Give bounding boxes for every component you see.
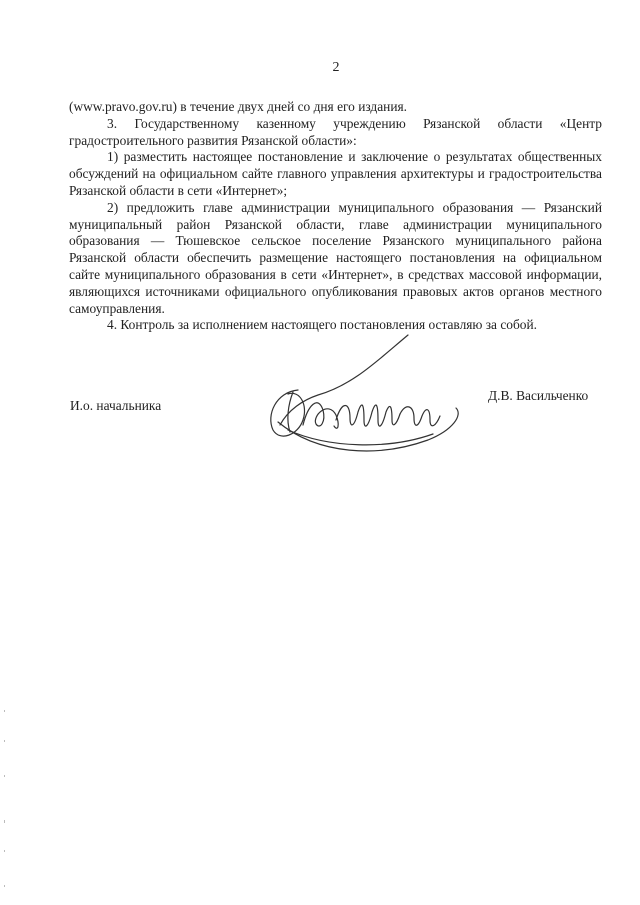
page-number: 2 xyxy=(332,60,340,75)
scan-edge-marks xyxy=(2,700,8,900)
paragraph-item-3: 3. Государственному казенному учреждению Рязанской области «Центр градостроительного развития Рязанской области»: xyxy=(69,115,602,148)
signatory-name: Д.В. Васильченко xyxy=(488,388,589,403)
handwritten-signature xyxy=(258,330,478,460)
paragraph-item-4: 4. Контроль за исполнением настоящего постановления оставляю за собой. xyxy=(107,317,538,333)
paragraph-continuation: (www.pravo.gov.ru) в течение двух дней со дня его издания. xyxy=(69,99,408,114)
signatory-position: И.о. начальника xyxy=(70,398,162,413)
paragraph-subitem-2: 2) предложить главе администрации муниципального образования — Рязанский муниципальный район Рязанской области, главе администрации муниципального образования — Тюшевское сельское поселение Рязанского муниципального района Рязанской области обеспечить размещение настоящего постановления на официальном сайте муниципального образования в сети «Интернет», в средствах массовой информации, являющихся источниками официального опубликования правовых актов органов местного самоуправления. xyxy=(69,199,602,316)
paragraph-subitem-1: 1) разместить настоящее постановление и заключение о результатах общественных обсуждений на официальном сайте главного управления архитектуры и градостроительства Рязанской области в сети «Интернет»; xyxy=(69,149,602,198)
